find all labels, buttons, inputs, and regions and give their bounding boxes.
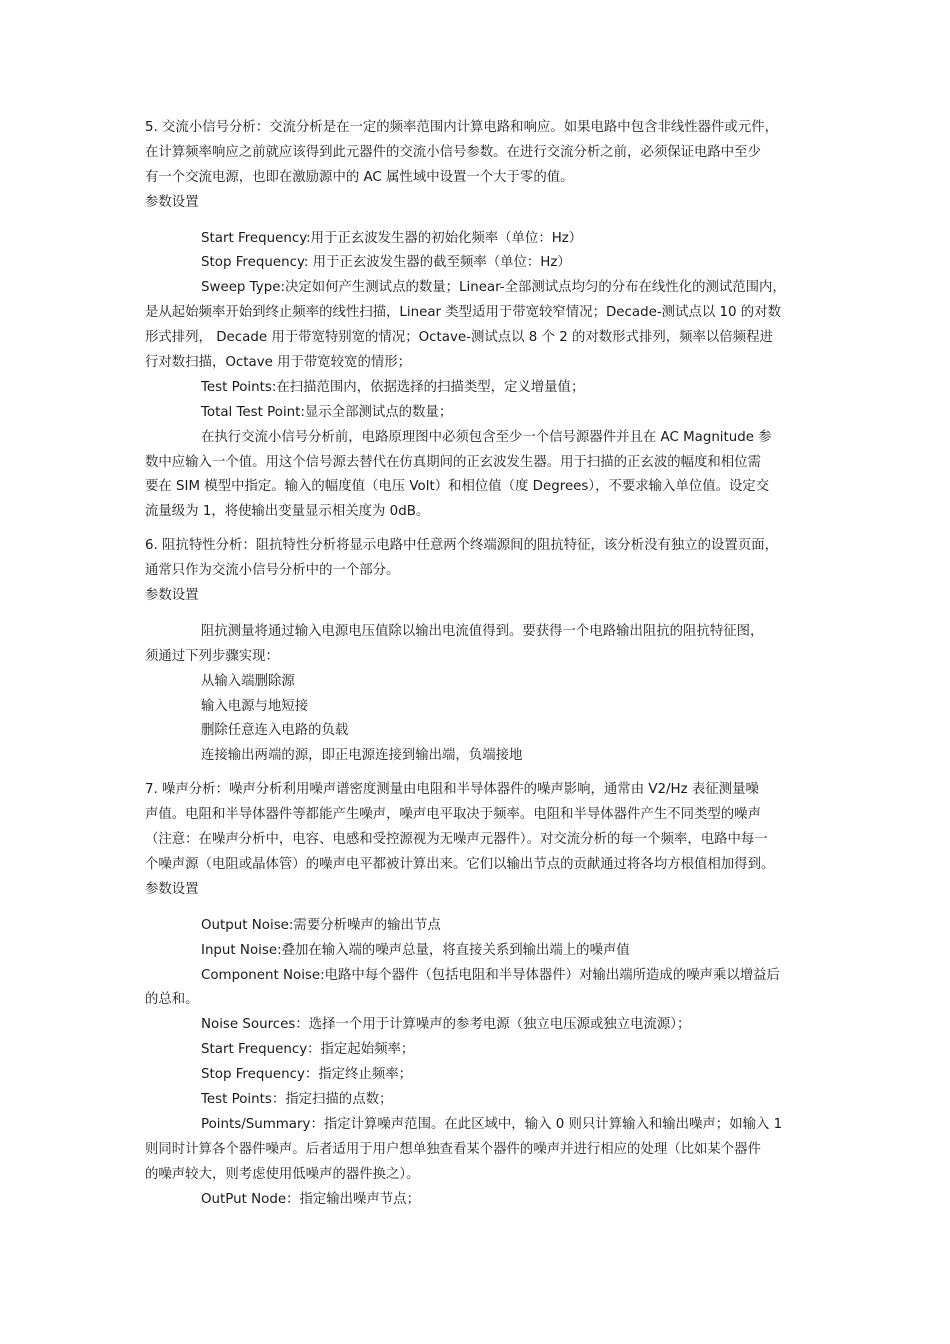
section-ac-heading: 5. 交流小信号分析：交流分析是在一定的频率范围内计算电路和响应。如果电路中包含非线性器件或元件， (145, 120, 778, 135)
document-page (145, 116, 805, 1212)
step-item: 从输入端删除源 (201, 673, 295, 689)
param-stop-frequency: Stop Frequency：指定终止频率； (201, 1067, 412, 1083)
param-total-test-point: Total Test Point:显示全部测试点的数量； (201, 404, 453, 420)
paragraph-line: 声值。电阻和半导体器件等都能产生噪声，噪声电平取决于频率。电阻和半导体器件产生不同类型的噪声 (145, 807, 761, 823)
param-output-node: OutPut Node：指定输出噪声节点； (201, 1191, 420, 1207)
param-noise-sources: Noise Sources：选择一个用于计算噪声的参考电源（独立电压源或独立电流源）； (201, 1017, 691, 1033)
param-component-noise: Component Noise:电路中每个器件（包括电阻和半导体器件）对输出端所造成的噪声乘以增益后 (201, 967, 780, 983)
param-sweep-type: Sweep Type:决定如何产生测试点的数量；Linear-全部测试点均匀的分布在线性化的测试范围内， (201, 280, 786, 296)
section-noise-heading: 7. 噪声分析：噪声分析利用噪声谱密度测量由电阻和半导体器件的噪声影响，通常由 V2/Hz 表征测量噪 (145, 782, 759, 798)
step-item: 删除任意连入电路的负载 (201, 723, 349, 739)
paragraph-line: 有一个交流电源，也即在激励源中的 AC 属性域中设置一个大于零的值。 (145, 169, 574, 185)
param-points-summary: Points/Summary：指定计算噪声范围。在此区域中，输入 0 则只计算输入和输出噪声；如输入 1 (201, 1116, 783, 1132)
paragraph-line: 在计算频率响应之前就应该得到此元器件的交流小信号参数。在进行交流分析之前，必须保证电路中至少 (145, 144, 761, 160)
paragraph-line: 须通过下列步骤实现： (145, 648, 279, 664)
paragraph-line: 是从起始频率开始到终止频率的线性扫描，Linear 类型适用于带宽较窄情况；Decade-测试点以 10 的对数 (145, 305, 781, 321)
param-input-noise: Input Noise:叠加在输入端的噪声总量，将直接关系到输出端上的噪声值 (201, 942, 630, 958)
param-settings-label: 参数设置 (145, 881, 199, 897)
paragraph-line: 阻抗测量将通过输入电源电压值除以输出电流值得到。要获得一个电路输出阻抗的阻抗特征图， (201, 623, 764, 639)
step-item: 连接输出两端的源，即正电源连接到输出端，负端接地 (201, 748, 523, 764)
param-output-noise: Output Noise:需要分析噪声的输出节点 (201, 917, 441, 933)
param-test-points: Test Points：指定扫描的点数； (201, 1091, 393, 1107)
paragraph-line: 个噪声源（电阻或晶体管）的噪声电平都被计算出来。它们以输出节点的贡献通过将各均方根值相加得到。 (145, 856, 775, 872)
paragraph-line: 则同时计算各个器件噪声。后者适用于用户想单独查看某个器件的噪声并进行相应的处理（比如某个器件 (145, 1141, 761, 1157)
param-test-points: Test Points:在扫描范围内，依据选择的扫描类型，定义增量值； (201, 379, 585, 395)
param-settings-label: 参数设置 (145, 194, 199, 210)
paragraph-line: 通常只作为交流小信号分析中的一个部分。 (145, 563, 400, 579)
paragraph-line: 的总和。 (145, 992, 199, 1008)
param-start-frequency: Start Frequency：指定起始频率； (201, 1042, 415, 1058)
paragraph-line: 形式排列， Decade 用于带宽特别宽的情况；Octave-测试点以 8 个 2 的对数形式排列，频率以倍频程进 (145, 330, 773, 346)
param-stop-frequency: Stop Frequency: 用于正玄波发生器的截至频率（单位：Hz） (201, 255, 571, 271)
paragraph-line: （注意：在噪声分析中，电容、电感和受控源视为无噪声元器件）。对交流分析的每一个频率，电路中每一 (145, 832, 768, 848)
param-settings-label: 参数设置 (145, 588, 199, 604)
param-start-frequency: Start Frequency:用于正玄波发生器的初始化频率（单位：Hz） (201, 230, 583, 246)
step-item: 输入电源与地短接 (201, 698, 309, 714)
paragraph-line: 在执行交流小信号分析前，电路原理图中必须包含至少一个信号源器件并且在 AC Magnitude 参 (201, 429, 772, 445)
section-noise-analysis (145, 778, 805, 1212)
paragraph-line: 要在 SIM 模型中指定。输入的幅度值（电压 Volt）和相位值（度 Degrees），不要求输入单位值。设定交 (145, 479, 770, 495)
paragraph-line: 数中应输入一个值。用这个信号源去替代在仿真期间的正玄波发生器。用于扫描的正玄波的幅度和相位需 (145, 454, 761, 470)
paragraph-line: 的噪声较大，则考虑使用低噪声的器件换之）。 (145, 1166, 420, 1182)
section-ac-analysis (145, 116, 805, 525)
section-impedance-heading: 6. 阻抗特性分析：阻抗特性分析将显示电路中任意两个终端源间的阻抗特征，该分析没有独立的设置页面， (145, 538, 778, 554)
paragraph-line: 行对数扫描，Octave 用于带宽较宽的情形； (145, 355, 412, 371)
paragraph-line: 流量级为 1，将使输出变量显示相关度为 0dB。 (145, 504, 430, 520)
section-impedance-analysis (145, 534, 805, 769)
